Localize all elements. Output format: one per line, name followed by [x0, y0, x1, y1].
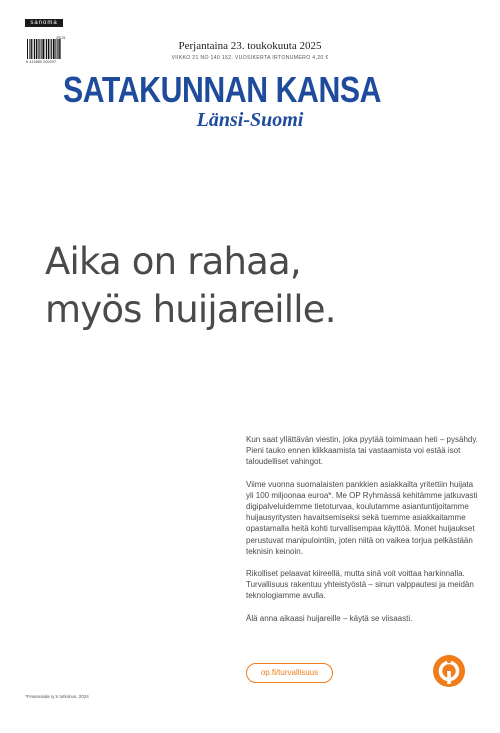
ad-headline — [45, 238, 465, 334]
ad-body — [246, 434, 478, 635]
ad-paragraph-4: Älä anna aikaasi huijareille – käytä se viisaasti. — [246, 613, 413, 623]
barcode-suffix: 25121 — [56, 36, 66, 40]
publisher-logo: sanoma — [25, 19, 63, 27]
issue-date: Perjantaina 23. toukokuuta 2025 — [178, 40, 322, 52]
headline-line-2: myös huijareille. — [45, 288, 336, 331]
security-link[interactable]: op.fi/turvallisuus — [246, 663, 333, 683]
newspaper-title: SATAKUNNAN KANSA — [63, 69, 382, 110]
op-logo-icon — [433, 655, 465, 687]
headline-line-1: Aika on rahaa, — [45, 240, 301, 283]
ad-paragraph-1: Kun saat yllättävän viestin, joka pyytää toimimaan heti – pysähdy. Pieni tauko ennen klikkaamista tai vastaamista voi estää isot taloudelliset vahingot. — [246, 435, 478, 467]
ad-paragraph-3: Rikolliset pelaavat kiireellä, mutta sinä voit voittaa harkinnalla. Turvallisuus rakentuu yhteistyöstä – sinun valppautesi ja meidän teknologiamme avulla. — [246, 569, 474, 601]
issue-info: VIIKKO 21 NO 140 152. VUOSIKERTA IRTONUMERO 4,20 € — [171, 55, 329, 61]
ad-paragraph-2: Viime vuonna suomalaisten pankkien asiakkailta yritettiin huijata yli 100 miljoonaa euroa*. Me OP Ryhmässä kehitämme jatkuvasti digipalveluidemme tietoturvaa, koulutamme asiantuntijoitamme huijausyritysten havaitsemiseksi sekä tuemme asiakkaitamme opastamalla heitä kohti turvallisempaa käyttöä. Monet huijaukset perustuvat manipulointiin, joten niitä on vaikea torjua pelkästään teknisin keinoin. — [246, 479, 478, 556]
barcode-number: 6 414880 000007 — [26, 60, 57, 64]
newspaper-subtitle: Länsi-Suomi — [196, 109, 304, 131]
footnote: *Finanssiala ry:n tutkimus, 2024 — [25, 694, 89, 699]
masthead — [63, 69, 437, 110]
